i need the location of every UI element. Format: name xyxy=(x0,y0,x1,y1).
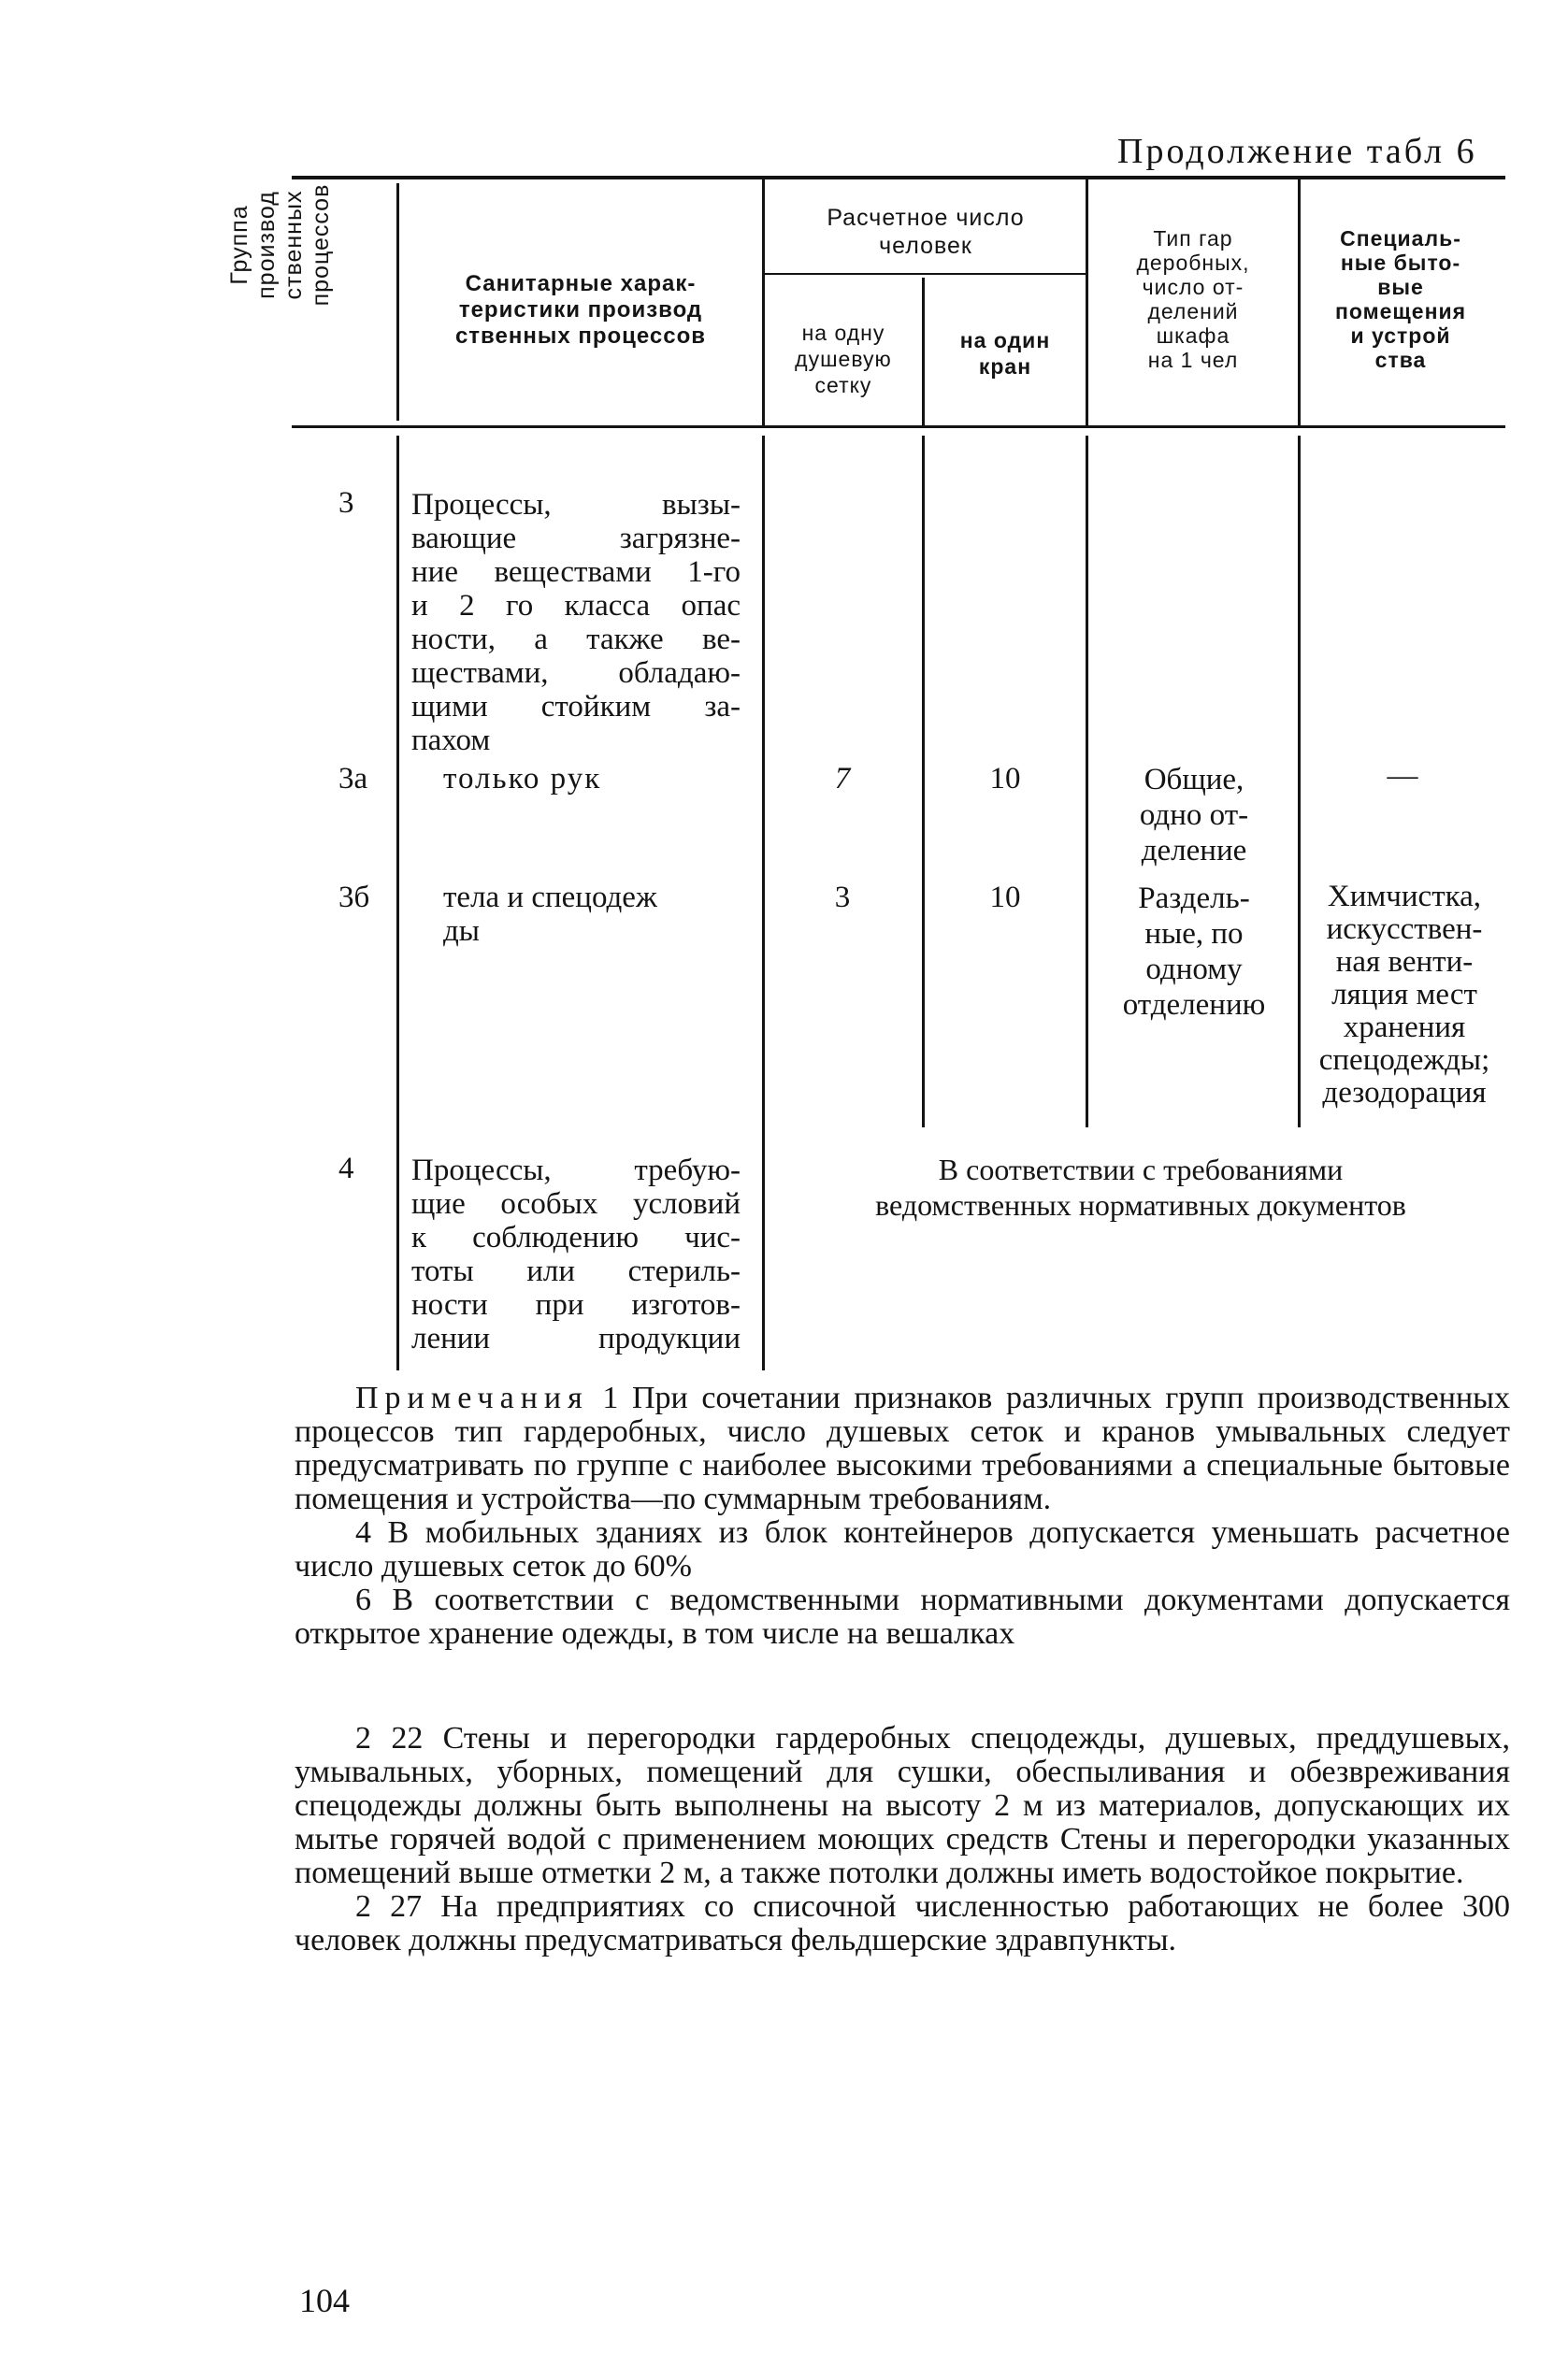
column-divider-1-body xyxy=(396,436,399,1370)
column-divider-3-body xyxy=(922,436,925,1127)
row-4-characteristic: Процессы, требую- щие особых условий к соблюдению чис- тоты или стериль- ности при изготов- лении продукции xyxy=(411,1154,741,1355)
group-header: Группа производ ственных процессов xyxy=(226,183,334,307)
paragraph-2-27: 2 27 На предприятиях со списочной численностью работающих не более 300 человек должны предусматриваться фельдшерские здравпункты. xyxy=(295,1889,1510,1957)
row-3b-special: Химчистка, искусствен- ная венти- ляция мест хранения спецодежды; дезодорация xyxy=(1318,880,1490,1110)
per-tap-header: на один кран xyxy=(959,328,1051,379)
row-3-characteristic: Процессы, вызы- вающие загрязне- ние веществами 1-го и 2 го класса опас ности, а также ве- ществами, обладаю- щими стойким за- пахом xyxy=(411,488,741,757)
column-divider-3 xyxy=(922,278,925,425)
people-header-divider xyxy=(765,273,1087,275)
characteristics-header: Санитарные харак- теристики производ ственных процессов xyxy=(454,271,707,349)
column-divider-2 xyxy=(762,178,765,425)
row-3a-per-tap: 10 xyxy=(989,762,1021,796)
row-3b-per-shower: 3 xyxy=(834,881,851,914)
row-3b-group: 3б xyxy=(338,881,370,914)
paragraph-2-22: 2 22 Стены и перегородки гардеробных спецодежды, душевых, преддушевых, умывальных, уборных, помещений для сушки, обеспыливания и обезвреживания спецодежды должны быть выполнены на высоту 2 м из материалов, допускающих их мытье горячей водой с применением моющих средств Стены и перегородки указанных помещений выше отметки 2 м, а также потолки должны иметь водостойкое покрытие. 2 27 На предприятиях со списочной численностью работающих не более 300 человек должны предусматриваться фельдшерские здравпункты. xyxy=(295,1721,1510,1957)
row-3a-special: — xyxy=(1387,759,1418,793)
row-3a-wardrobe: Общие, одно от- деление xyxy=(1139,763,1249,867)
people-count-header: Расчетное число человек xyxy=(827,205,1025,259)
table-header-bottom-rule xyxy=(292,425,1505,428)
note-6: 6 В соответствии с ведомственными нормативными документами допускается открытое хранение одежды, в том числе на вешалках xyxy=(295,1583,1510,1651)
column-divider-4 xyxy=(1086,178,1088,425)
row-3a-per-shower: 7 xyxy=(834,762,851,796)
row-3b-characteristic: тела и спецодеж ды xyxy=(443,881,657,948)
notes-block xyxy=(295,1382,1510,1651)
column-divider-4-body xyxy=(1086,436,1088,1127)
wardrobe-type-header: Тип гар деробных, число от- делений шкафа на 1 чел xyxy=(1136,226,1250,372)
column-divider-5-body xyxy=(1298,436,1301,1127)
table-continuation-label: Продолжение табл 6 xyxy=(1117,132,1477,171)
note-4: 4 В мобильных зданиях из блок контейнеров допускается уменьшать расчетное число душевых сеток до 60% xyxy=(295,1515,1510,1584)
row-4-group: 4 xyxy=(338,1152,354,1185)
special-rooms-header: Специаль- ные быто- вые помещения и устрой ства xyxy=(1334,226,1467,372)
column-divider-5 xyxy=(1298,178,1301,425)
page-number: 104 xyxy=(299,2282,350,2319)
notes-heading: Примечания xyxy=(355,1381,589,1415)
per-shower-header: на одну душевую сетку xyxy=(795,321,892,397)
note-1: Примечания 1 При сочетании признаков различных групп производственных процессов тип гардеробных, число душевых сеток и кранов умывальных следует предусматривать по группе с наиболее высокими требованиями а специальные бытовые помещения и устройства—по суммарным требованиям. xyxy=(295,1381,1511,1516)
row-3b-per-tap: 10 xyxy=(989,881,1021,914)
column-divider-1 xyxy=(396,183,399,421)
table-top-rule xyxy=(292,176,1505,179)
row-3a-group: 3а xyxy=(338,762,368,796)
row-3a-characteristic: только рук xyxy=(443,762,602,796)
row-3-group: 3 xyxy=(338,486,354,520)
row-3b-wardrobe: Раздель- ные, по одному отделению xyxy=(1122,882,1266,1022)
row-4-merged-requirement: В соответствии с требованиями ведомственных нормативных документов xyxy=(875,1153,1406,1222)
